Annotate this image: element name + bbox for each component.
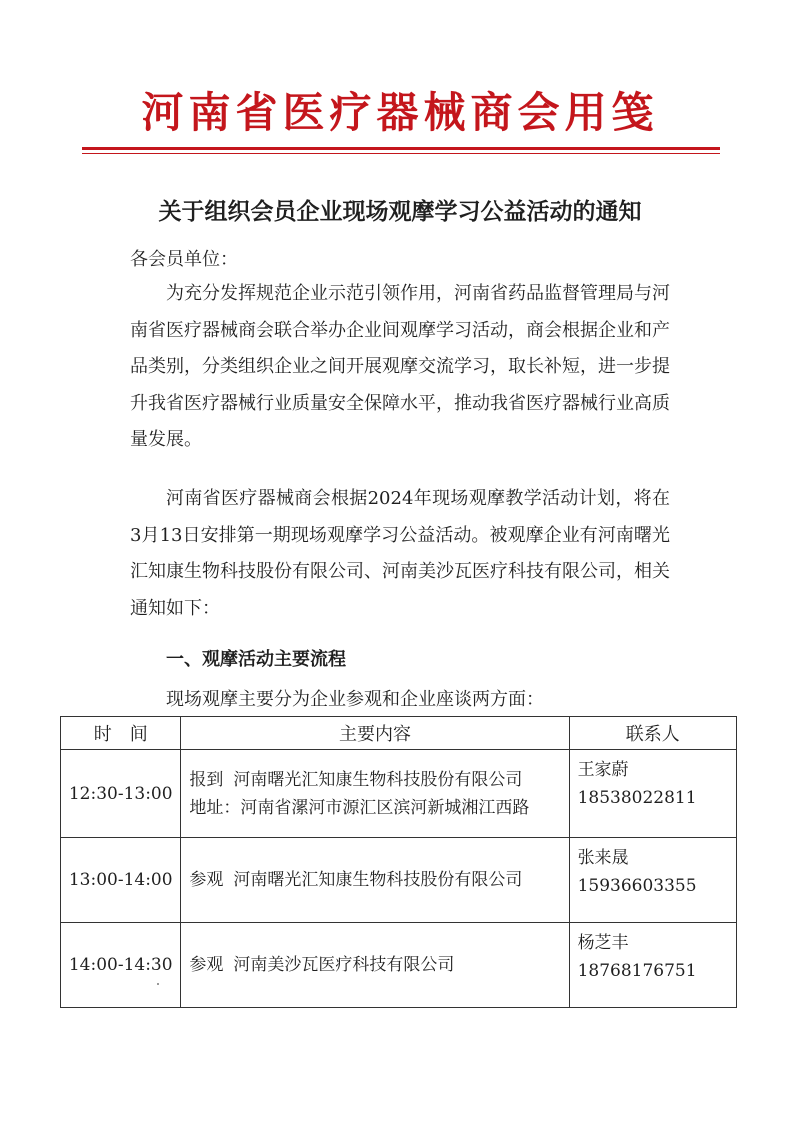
section-heading: 一、观摩活动主要流程 — [166, 649, 346, 670]
content-line — [189, 866, 568, 894]
content-cell — [181, 750, 569, 838]
content-text: 河南曙光汇知康生物科技股份有限公司 — [233, 769, 523, 790]
content-text: 河南美沙瓦医疗科技有限公司 — [233, 955, 455, 975]
table-row — [61, 923, 737, 1008]
contact-cell — [569, 923, 736, 1008]
table-row — [61, 838, 737, 923]
document-title: 关于组织会员企业现场观摩学习公益活动的通知 — [158, 198, 642, 225]
content-cell — [181, 923, 569, 1008]
contact-phone: 18768176751 — [577, 961, 697, 981]
content-label: 参观 — [189, 870, 224, 890]
salutation: 各会员单位： — [130, 249, 238, 270]
content-line — [189, 794, 568, 822]
table-row — [61, 750, 737, 838]
header-contact: 联系人 — [569, 717, 736, 750]
header-content: 主要内容 — [181, 717, 569, 750]
table-header-row — [61, 717, 737, 750]
content-label: 地址： — [189, 797, 241, 818]
contact-cell — [569, 838, 736, 923]
content-label: 报到 — [189, 769, 224, 790]
contact-name: 杨芝丰 — [577, 933, 629, 953]
schedule-table — [60, 716, 737, 1008]
paragraph-plan: 河南省医疗器械商会根据2024年现场观摩教学活动计划，将在3月13日安排第一期现场观摩学习公益活动。被观摩企业有河南曙光汇知康生物科技股份有限公司、河南美沙瓦医疗科技有限公司，相关通知如下： — [130, 488, 670, 619]
letterhead-title: 河南省医疗器械商会用笺 — [141, 88, 659, 137]
content-label: 参观 — [189, 955, 224, 975]
contact-phone: 15936603355 — [577, 876, 697, 896]
content-text: 河南曙光汇知康生物科技股份有限公司 — [233, 870, 523, 890]
contact-phone: 18538022811 — [577, 788, 697, 808]
section-intro: 现场观摩主要分为企业参观和企业座谈两方面： — [166, 689, 544, 710]
content-cell — [181, 838, 569, 923]
time-cell: 13:00-14:00 — [61, 838, 181, 923]
scan-dot — [157, 983, 159, 985]
letterhead-rule-thick — [82, 147, 720, 150]
content-text: 河南省漯河市源汇区滨河新城湘江西路 — [240, 797, 530, 818]
time-cell: 12:30-13:00 — [61, 750, 181, 838]
paragraph-purpose: 为充分发挥规范企业示范引领作用，河南省药品监督管理局与河南省医疗器械商会联合举办企业间观摩学习活动，商会根据企业和产品类别，分类组织企业之间开展观摩交流学习，取长补短，进一步提升我省医疗器械行业质量安全保障水平，推动我省医疗器械行业高质量发展。 — [130, 283, 670, 450]
contact-name: 张来晟 — [577, 848, 629, 868]
content-line — [189, 951, 568, 979]
header-time: 时 间 — [61, 717, 181, 750]
contact-cell — [569, 750, 736, 838]
letterhead-rule-thin — [82, 153, 720, 154]
contact-name: 王家蔚 — [577, 760, 629, 780]
time-cell: 14:00-14:30 — [61, 923, 181, 1008]
content-line — [189, 766, 568, 794]
